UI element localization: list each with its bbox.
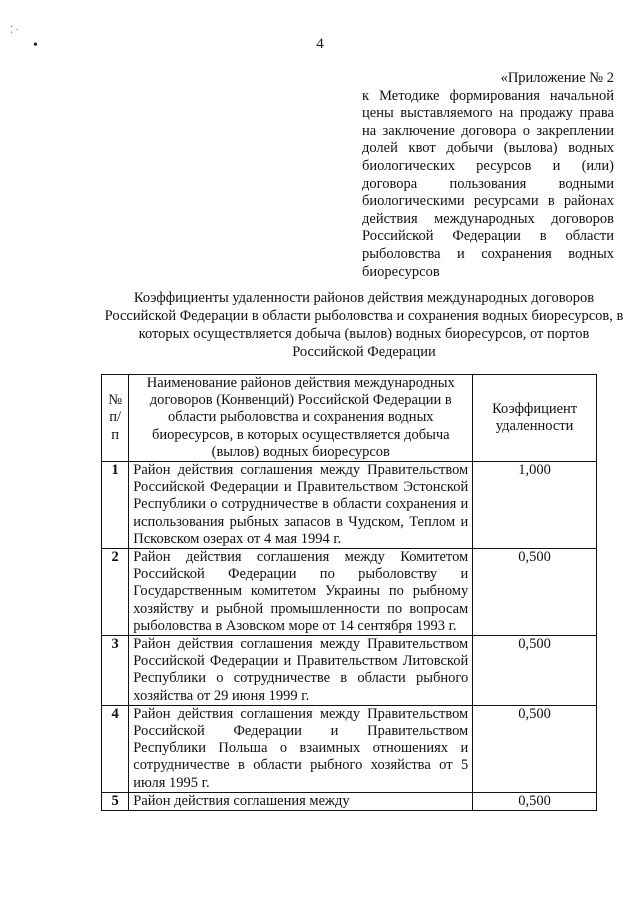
document-heading: Коэффициенты удаленности районов действия международных договоров Российской Федерации в области рыболовства и сохранения водных биоресурсов, в которых осуществляется добыча (вылов) водных биоресурсов, от портов Российской Федерации	[104, 290, 624, 360]
row-coefficient: 1,000	[473, 462, 597, 549]
table-row	[102, 705, 597, 792]
row-name: Район действия соглашения между Правительством Российской Федерации и Правительством Эстонской Республики о сотрудничестве в области сохранения и использования рыбных запасов в Чудском, Теплом и Псковском озерах от 4 мая 1994 г.	[129, 462, 473, 549]
row-name: Район действия соглашения между	[129, 792, 473, 810]
scan-margin-dot: •	[33, 38, 38, 53]
appendix-line: на заключение договора о закреплении	[362, 122, 614, 139]
appendix-line: биологическими ресурсами в районах	[362, 193, 614, 210]
scan-margin-mark: ⁚ ·	[10, 25, 20, 36]
row-coefficient: 0,500	[473, 549, 597, 636]
appendix-line: действия международных договоров	[362, 210, 614, 227]
row-number: 3	[102, 636, 129, 706]
appendix-line: рыболовства и сохранения водных	[362, 245, 614, 262]
coefficients-table	[101, 374, 597, 811]
row-coefficient: 0,500	[473, 636, 597, 706]
appendix-line: долей квот добычи (вылова) водных	[362, 140, 614, 157]
page-number: 4	[316, 36, 324, 52]
row-coefficient: 0,500	[473, 705, 597, 792]
appendix-line: договора пользования водными	[362, 175, 614, 192]
appendix-line: Российской Федерации в области	[362, 228, 614, 245]
table-row	[102, 792, 597, 810]
row-number: 4	[102, 705, 129, 792]
appendix-block	[362, 70, 614, 281]
row-name: Район действия соглашения между Правительством Российской Федерации и Правительством Литовской Республики о сотрудничестве в области рыбного хозяйства от 29 июня 1999 г.	[129, 636, 473, 706]
appendix-line: биологических ресурсов и (или)	[362, 157, 614, 174]
appendix-line: к Методике формирования начальной	[362, 87, 614, 104]
row-coefficient: 0,500	[473, 792, 597, 810]
header-coefficient: Коэффициент удаленности	[473, 375, 597, 462]
table-row	[102, 462, 597, 549]
row-number: 1	[102, 462, 129, 549]
header-name: Наименование районов действия международных договоров (Конвенций) Российской Федерации в области рыболовства и сохранения водных биоресурсов, в которых осуществляется добыча (вылов) водных биоресурсов	[129, 375, 473, 462]
row-number: 2	[102, 549, 129, 636]
row-name: Район действия соглашения между Комитетом Российской Федерации по рыболовству и Государственным комитетом Украины по рыбному хозяйству и рыбной промышленности по вопросам рыболовства в Азовском море от 14 сентября 1993 г.	[129, 549, 473, 636]
row-name: Район действия соглашения между Правительством Российской Федерации и Правительством Республики Польша о взаимных отношениях и сотрудничестве в области рыбного хозяйства от 5 июля 1995 г.	[129, 705, 473, 792]
appendix-line: цены выставляемого на продажу права	[362, 105, 614, 122]
appendix-title: «Приложение № 2	[500, 70, 614, 86]
table-header-row	[102, 375, 597, 462]
header-number: № п/п	[102, 375, 129, 462]
row-number: 5	[102, 792, 129, 810]
table-row	[102, 636, 597, 706]
appendix-line: биоресурсов	[362, 263, 440, 280]
table-row	[102, 549, 597, 636]
